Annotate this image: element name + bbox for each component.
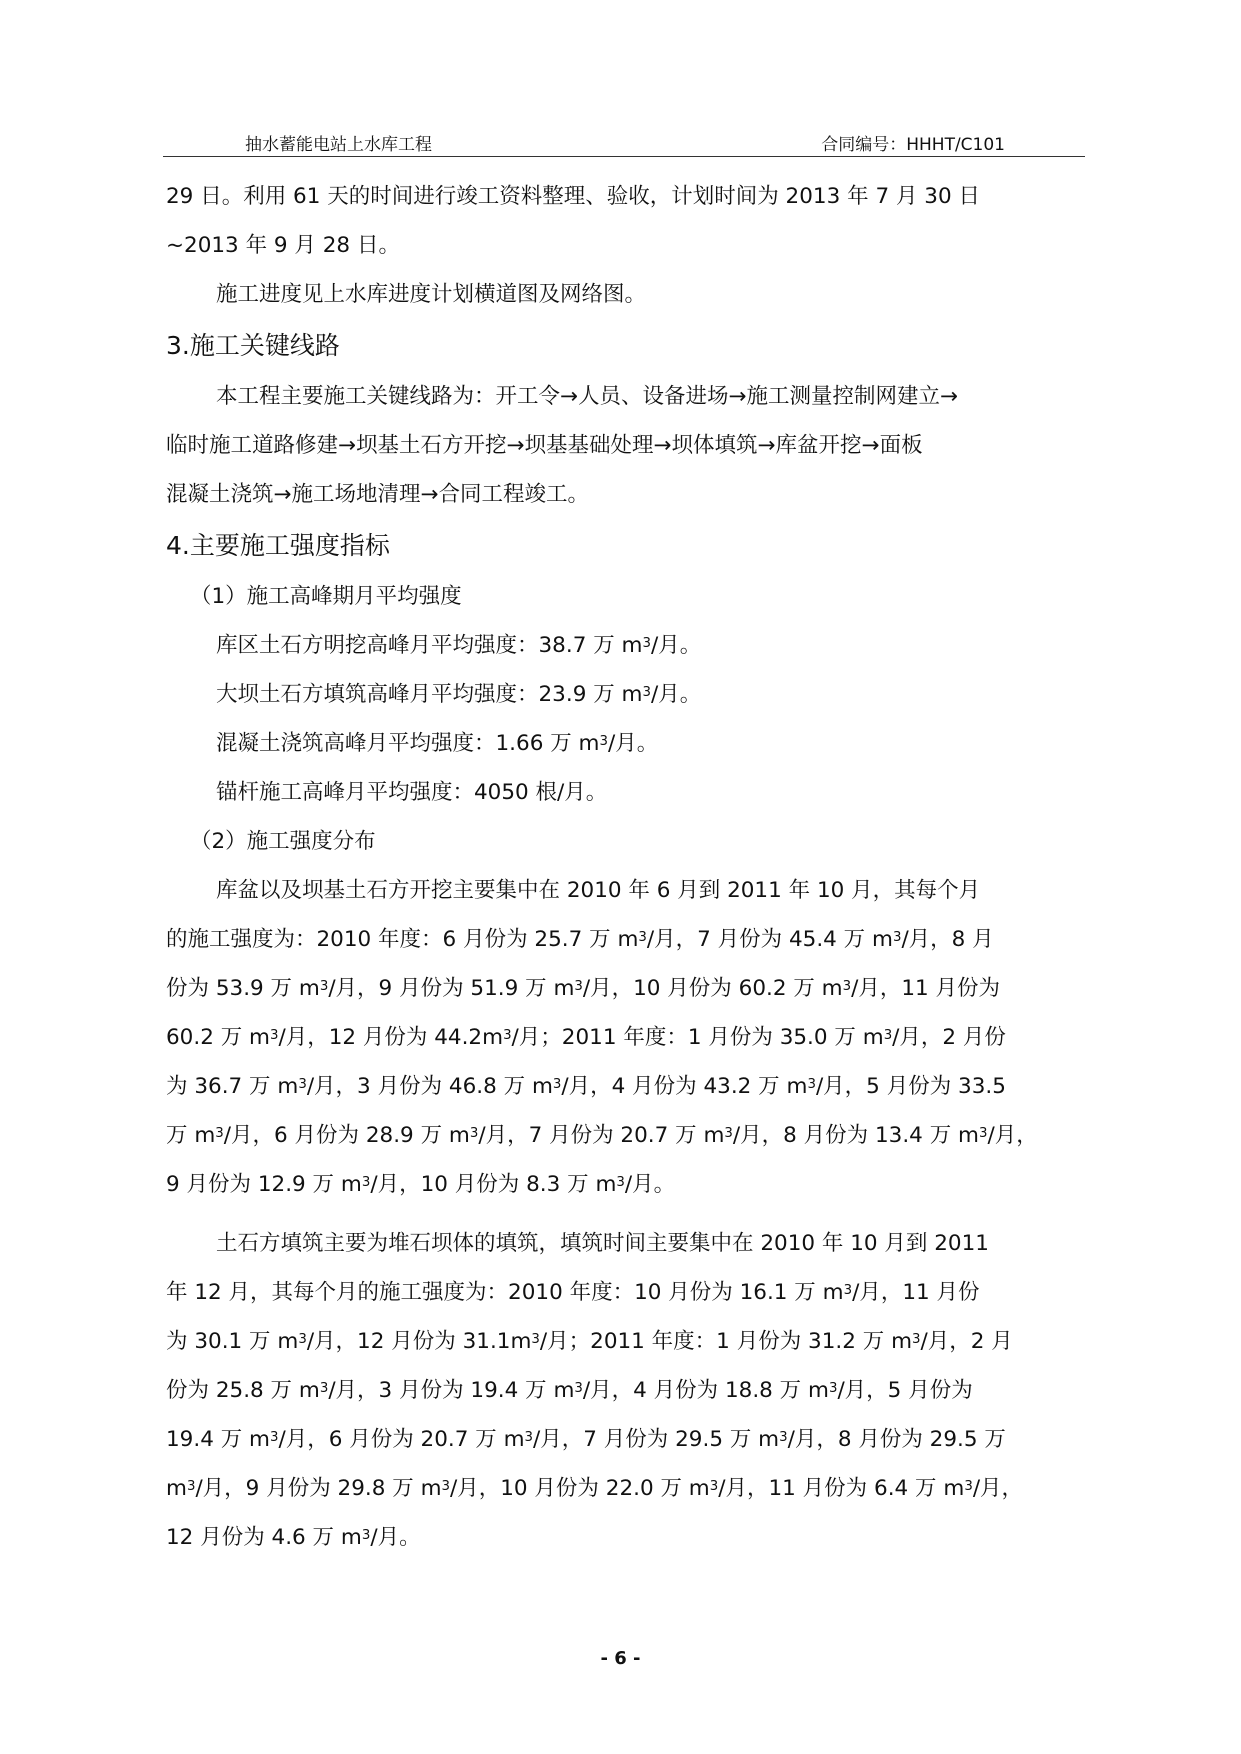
text-segment: /月，10 月份为 22.0 万 m (450, 1476, 710, 1501)
text-segment: /月。 (624, 1172, 676, 1197)
indicator-unit: /月。 (650, 682, 702, 707)
superscript: 3 (599, 734, 608, 750)
paragraph-line (166, 1366, 1082, 1415)
paragraph-line: 土石方填筑主要为堆石坝体的填筑，填筑时间主要集中在 2010 年 10 月到 2011 (216, 1231, 989, 1256)
text-segment: /月， (987, 1123, 1038, 1148)
superscript: 3 (524, 1430, 534, 1446)
text-segment: /月，2 月份 (892, 1025, 1006, 1050)
superscript: 3 (883, 1028, 893, 1044)
superscript: 3 (441, 1479, 450, 1495)
superscript: 3 (912, 1332, 921, 1348)
indicator-line (166, 670, 1082, 719)
superscript: 3 (215, 1126, 224, 1142)
text-segment: /月，7 月份为 45.4 万 m (646, 927, 893, 952)
paragraph-line: ~2013 年 9 月 28 日。 (166, 233, 400, 258)
subheading-1: （1）施工高峰期月平均强度 (190, 584, 462, 609)
superscript: 3 (574, 979, 583, 995)
paragraph-line (166, 1464, 1082, 1513)
text-segment: /月，8 月份为 29.5 万 (787, 1427, 1006, 1452)
paragraph-line: 库盆以及坝基土石方开挖主要集中在 2010 年 6 月到 2011 年 10 月，其每个月 (216, 878, 981, 903)
text-segment: m (166, 1476, 187, 1501)
superscript: 3 (807, 1077, 816, 1093)
document-body (166, 172, 1082, 1562)
superscript: 3 (709, 1479, 719, 1495)
superscript: 3 (724, 1126, 733, 1142)
text-segment: /月，8 月 (901, 927, 994, 952)
text-segment: /月，9 月份为 29.8 万 m (195, 1476, 442, 1501)
superscript: 3 (642, 636, 651, 652)
text-segment: /月，9 月份为 51.9 万 m (328, 976, 575, 1001)
superscript: 3 (779, 1430, 788, 1446)
text-segment: /月，3 月份为 46.8 万 m (306, 1074, 553, 1099)
text-segment: /月，10 月份为 8.3 万 m (370, 1172, 617, 1197)
indicator-text: 混凝土浇筑高峰月平均强度：1.66 万 m (216, 731, 600, 756)
header-contract-number: 合同编号：HHHT/C101 (821, 135, 1005, 155)
superscript: 3 (469, 1126, 479, 1142)
superscript: 3 (298, 1332, 307, 1348)
paragraph-line: 临时施工道路修建→坝基土石方开挖→坝基基础处理→坝体填筑→库盆开挖→面板 (166, 433, 923, 458)
superscript: 3 (828, 1381, 838, 1397)
text-segment: /月，11 月份为 (851, 976, 1001, 1001)
paragraph-line (166, 1111, 1082, 1160)
text-segment: /月，7 月份为 20.7 万 m (478, 1123, 725, 1148)
text-segment: /月，5 月份为 33.5 (815, 1074, 1006, 1099)
superscript: 3 (574, 1381, 583, 1397)
header-project-title: 抽水蓄能电站上水库工程 (245, 135, 432, 155)
text-segment: /月，2 月 (920, 1329, 1013, 1354)
superscript: 3 (892, 930, 902, 946)
paragraph-line (166, 1160, 1082, 1209)
paragraph-line: 29 日。利用 61 天的时间进行竣工资料整理、验收，计划时间为 2013 年 7 月 30 日 (166, 184, 980, 209)
superscript: 3 (978, 1126, 988, 1142)
text-segment: /月，4 月份为 43.2 万 m (561, 1074, 808, 1099)
text-segment: 万 m (166, 1123, 216, 1148)
indicator-text: 库区土石方明挖高峰月平均强度：38.7 万 m (216, 633, 643, 658)
text-segment: /月，12 月份为 44.2m (278, 1025, 504, 1050)
indicator-unit: /月。 (650, 633, 702, 658)
paragraph-line (166, 1268, 1082, 1317)
superscript: 3 (642, 685, 651, 701)
paragraph-line (166, 915, 1082, 964)
indicator-line (166, 621, 1082, 670)
text-segment: /月，10 月份为 60.2 万 m (582, 976, 843, 1001)
paragraph-line (166, 1013, 1082, 1062)
paragraph-line (166, 1317, 1082, 1366)
text-segment: /月，8 月份为 13.4 万 m (732, 1123, 979, 1148)
superscript: 3 (298, 1077, 307, 1093)
section-heading-4: 4.主要施工强度指标 (166, 531, 390, 560)
superscript: 3 (186, 1479, 196, 1495)
text-segment: /月；2011 年度：1 月份为 35.0 万 m (511, 1025, 884, 1050)
text-segment: /月，11 月份为 6.4 万 m (718, 1476, 965, 1501)
text-segment: /月。 (370, 1525, 421, 1550)
text-segment: 为 36.7 万 m (166, 1074, 299, 1099)
superscript: 3 (552, 1077, 562, 1093)
text-segment: /月，12 月份为 31.1m (306, 1329, 532, 1354)
text-segment: /月，7 月份为 29.5 万 m (533, 1427, 780, 1452)
indicator-line: 锚杆施工高峰月平均强度：4050 根/月。 (216, 780, 608, 805)
paragraph-line (166, 1062, 1082, 1111)
superscript: 3 (319, 1381, 329, 1397)
superscript: 3 (361, 1175, 371, 1191)
paragraph-line (166, 1415, 1082, 1464)
superscript: 3 (269, 1028, 279, 1044)
indicator-text: 大坝土石方填筑高峰月平均强度：23.9 万 m (216, 682, 643, 707)
paragraph-line: 施工进度见上水库进度计划横道图及网络图。 (216, 282, 647, 307)
text-segment: 份为 53.9 万 m (166, 976, 320, 1001)
page-number: - 6 - (600, 1648, 641, 1669)
superscript: 3 (503, 1028, 512, 1044)
text-segment: 年 12 月，其每个月的施工强度为：2010 年度：10 月份为 16.1 万 m (166, 1280, 844, 1305)
text-segment: /月，5 月份为 (837, 1378, 973, 1403)
superscript: 3 (616, 1175, 625, 1191)
superscript: 3 (319, 979, 329, 995)
paragraph-line: 本工程主要施工关键线路为：开工令→人员、设备进场→施工测量控制网建立→ (216, 384, 959, 409)
superscript: 3 (638, 930, 647, 946)
superscript: 3 (964, 1479, 973, 1495)
text-segment: /月，3 月份为 19.4 万 m (328, 1378, 575, 1403)
text-segment: /月；2011 年度：1 月份为 31.2 万 m (539, 1329, 913, 1354)
paragraph-line (166, 1513, 1082, 1562)
text-segment: /月，4 月份为 18.8 万 m (582, 1378, 829, 1403)
section-heading-3: 3.施工关键线路 (166, 331, 340, 360)
superscript: 3 (531, 1332, 540, 1348)
text-segment: 19.4 万 m (166, 1427, 270, 1452)
text-segment: /月，6 月份为 20.7 万 m (278, 1427, 525, 1452)
superscript: 3 (843, 1283, 853, 1299)
text-segment: /月，6 月份为 28.9 万 m (223, 1123, 470, 1148)
text-segment: 份为 25.8 万 m (166, 1378, 320, 1403)
subheading-2: （2）施工强度分布 (190, 829, 376, 854)
paragraph-line: 混凝土浇筑→施工场地清理→合同工程竣工。 (166, 482, 590, 507)
text-segment: 为 30.1 万 m (166, 1329, 299, 1354)
page-header (163, 126, 1085, 157)
text-segment: 12 月份为 4.6 万 m (166, 1525, 362, 1550)
indicator-line (166, 719, 1082, 768)
text-segment: 9 月份为 12.9 万 m (166, 1172, 362, 1197)
indicator-unit: /月。 (607, 731, 659, 756)
paragraph-line (166, 964, 1082, 1013)
text-segment: 的施工强度为：2010 年度：6 月份为 25.7 万 m (166, 927, 639, 952)
superscript: 3 (269, 1430, 279, 1446)
superscript: 3 (842, 979, 852, 995)
text-segment: /月，11 月份 (852, 1280, 980, 1305)
text-segment: /月， (972, 1476, 1024, 1501)
text-segment: 60.2 万 m (166, 1025, 270, 1050)
superscript: 3 (361, 1528, 371, 1544)
